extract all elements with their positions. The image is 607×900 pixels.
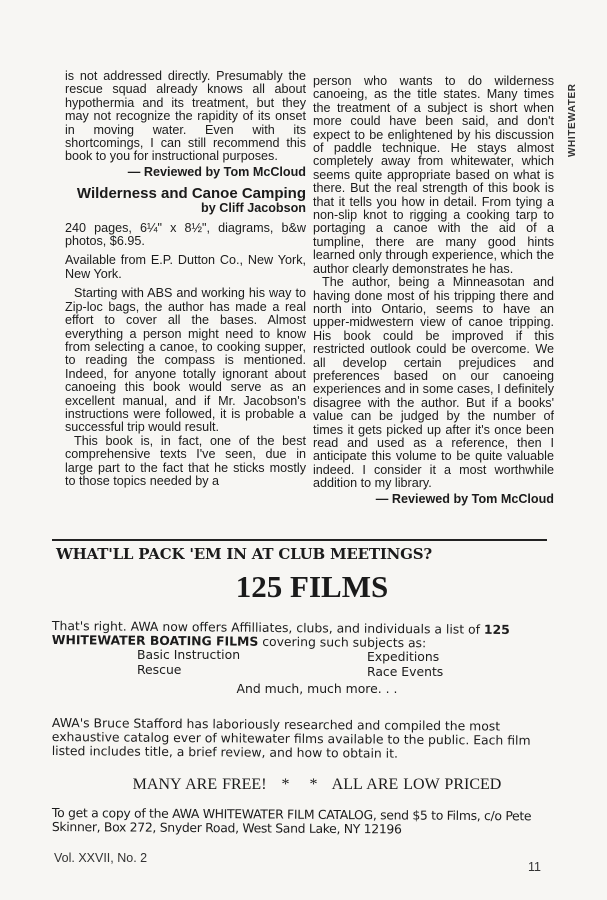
ad-more: And much, much more. . .	[236, 681, 398, 696]
star-icon: *	[309, 776, 318, 793]
subject-item: Race Events	[367, 664, 444, 679]
right-column	[313, 75, 554, 506]
film-catalog-ad	[51, 543, 552, 837]
book-specs: 240 pages, 6¼" x 8½", diagrams, b&w photos, $6.95.	[65, 220, 306, 249]
ad-headline: 125 FILMS	[235, 569, 389, 604]
ad-kicker: WHAT'LL PACK 'EM IN AT CLUB MEETINGS?	[56, 545, 432, 563]
section-label: WHITEWATER	[567, 83, 578, 157]
ad-order-info: To get a copy of the AWA WHITEWATER FILM CATALOG, send $5 to Films, c/o Pete Skinner, Box 272, Snyder Road, West Sand Lake, NY 12196	[51, 805, 532, 837]
subject-item: Expeditions	[367, 649, 440, 664]
review-closing-paragraph: is not addressed directly. Presumably the rescue squad already knows all about hypothermia and its treatment, but they may not recognize the rapidity of its onset in moving water. Even with its shortcomings, I can still recommend this book to you for instructional purposes.	[65, 69, 306, 164]
section-divider	[52, 539, 547, 541]
review-paragraph: The author, being a Minneasotan and having done most of his tripping there and north into Ontario, seems to have an upper-midwestern view of canoe tripping. His book could be improved if this restricted outlook could be overcome. We all develop certain prejudices and preferences based on our canoeing experiences and in some cases, I definitely disagree with the author. But if a books' value can be judged by the number of times it gets picked up after it's once been read and used as a reference, then I anticipate this volume to be quite valuable indeed. I consider it a most worthwhile addition to my library.	[313, 275, 554, 491]
subject-item: Basic Instruction	[137, 647, 241, 662]
volume-info: Vol. XXVII, No. 2	[54, 851, 148, 865]
page-number: 11	[528, 860, 541, 874]
review-paragraph: This book is, in fact, one of the best comprehensive texts I've seen, due in large part to the fact that he sticks mostly to those topics needed by a	[65, 433, 306, 488]
review-paragraph: Starting with ABS and working his way to Zip-loc bags, the author has made a real effort to cover all the bases. Almost everything a person might need to know from selecting a canoe, to cooking supper, to reading the compass is mentioned. Indeed, for anyone totally ignorant about canoeing this book would serve as an excellent manual, and if Mr. Jacobson's instructions were followed, it is probable a successful trip would result.	[65, 286, 306, 435]
slogan-price: ALL ARE LOW PRICED	[331, 776, 502, 793]
review-signature: — Reviewed by Tom McCloud	[127, 164, 306, 179]
review-signature: — Reviewed by Tom McCloud	[375, 491, 554, 506]
ad-intro-highlight: 125 WHITEWATER BOATING FILMS	[51, 621, 510, 649]
ad-intro-tail: covering such subjects as:	[262, 633, 427, 651]
ad-body: AWA's Bruce Stafford has laboriously researched and compiled the most exhaustive catalog ever of whitewater films available to the public. Each film listed includes title, a brief review, and how to obtain it.	[51, 715, 531, 761]
review-paragraph: person who wants to do wilderness canoeing, as the title states. Many times the treatment of a subject is short when more could have been said, and don't expect to be enlightened by his discussion of paddle technique. He stays almost completely away from whitewater, which seems quite appropriate based on what is there. But the real strength of this book is that it tells you how in detail. From tying a non-slip knot to rigging a cooking tarp to portaging a canoe with the aid of a tumpline, there are many good hints learned only through experience, which the author clearly demonstrates he has.	[313, 74, 554, 276]
book-title: Wilderness and Canoe Camping	[76, 185, 306, 203]
ad-slogan	[82, 776, 552, 794]
subject-item: Rescue	[137, 662, 182, 677]
ad-intro-text: That's right. AWA now offers Affilliates, clubs, and individuals a list of	[51, 618, 481, 637]
book-author: by Cliff Jacobson	[201, 201, 306, 216]
star-icon: *	[281, 776, 290, 793]
book-availability: Available from E.P. Dutton Co., New York, New York.	[65, 253, 306, 281]
slogan-free: MANY ARE FREE!	[132, 776, 267, 793]
ad-intro	[52, 619, 552, 651]
subject-list	[52, 648, 552, 680]
left-column	[65, 70, 306, 488]
